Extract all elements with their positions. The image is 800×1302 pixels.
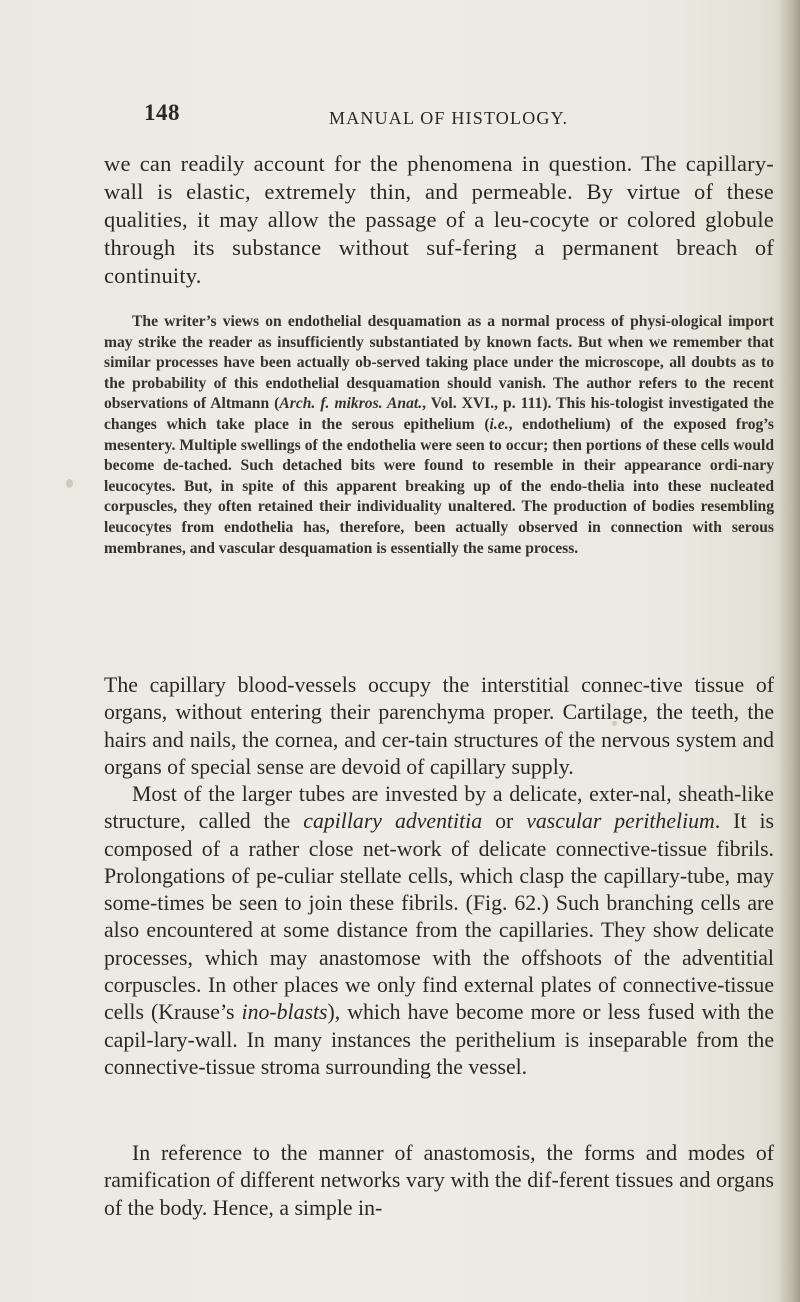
term-inoblasts: ino-blasts (241, 1000, 328, 1025)
page-speck (612, 721, 617, 726)
p3-text-a: Most of the larger tubes are invested by a delicate, exter-nal, sheath-like structure, called the (104, 782, 774, 834)
note-text-c: , endothelium) of the exposed frog’s mesentery. Multiple swellings of the endothelia were seen to occur; then portions of these cells would become de-tached. Such detached bits were found to resemble in their appearance ordi-nary leucocytes. But, in spite of this apparent breaking up of the endo-thelia into these nucleated corpuscles, they often retained their individuality unaltered. The production of bodies resembling leucocytes from endothelia has, therefore, been actually observed in connection with serous membranes, and vascular desquamation is essentially the same process. (104, 415, 774, 557)
note-ie: i.e. (489, 415, 509, 433)
page-speck (66, 479, 73, 488)
paragraph-2-text: The capillary blood-vessels occupy the interstitial connec-tive tissue of organs, without entering their parenchyma proper. Cartilage, the teeth, the hairs and nails, the cornea, and cer-tain structures of the nervous system and organs of special sense are devoid of capillary supply. (104, 673, 774, 779)
term-capillary-adventitia: capillary adventitia (303, 809, 483, 834)
footnote-paragraph (104, 312, 774, 559)
paragraph-3 (104, 781, 774, 1081)
page-header (104, 100, 754, 136)
paragraph-1: we can readily account for the phenomena in question. The capillary-wall is elastic, extremely thin, and permeable. By virtue of these qualities, it may allow the passage of a leu-cocyte or colored globule through its substance without suf-fering a permanent breach of continuity. (104, 151, 774, 288)
paragraph-2 (104, 672, 774, 781)
p3-text-b: or (482, 809, 527, 834)
p3-text-c: . It is composed of a rather close net-work of delicate connective-tissue fibrils. Prolongations of pe-culiar stellate cells, which clasp the capillary-tube, may some-times be seen to join these fibrils. (Fig. 62.) Such branching cells are also encountered at some distance from the capillaries. They show delicate processes, which may anastomose with the offshoots of the adventitial corpuscles. In other places we only find external plates of connective-tissue cells (Krause’s (104, 809, 775, 1025)
note-text-a: The writer’s views on endothelial desquamation as a normal process of physi-ological import may strike the reader as insufficiently substantiated by known facts. But when we remember that similar processes have been actually ob-served taking place under the microscope, all doubts as to the probability of this endothelial desquamation should vanish. The author refers to the recent observations of Altmann ( (104, 313, 774, 413)
running-head: MANUAL OF HISTOLOGY. (329, 108, 569, 128)
paragraph-4-text: In reference to the manner of anastomosis, the forms and modes of ramification of different networks vary with the dif-ferent tissues and organs of the body. Hence, a simple in- (104, 1141, 774, 1220)
note-text-b: , Vol. XVI., p. 111). This his-tologist investigated the changes which take place in the serous epithelium ( (104, 395, 774, 433)
paragraph-4 (104, 1140, 774, 1222)
page-edge-shadow (778, 0, 800, 1302)
note-citation: Arch. f. mikros. Anat. (279, 395, 423, 413)
term-vascular-perithelium: vascular perithelium (526, 809, 715, 834)
page-number: 148 (144, 100, 180, 125)
p3-text-d: ), which have become more or less fused with the capil-lary-wall. In many instances the perithelium is inseparable from the connective-tissue stroma surrounding the vessel. (104, 1000, 774, 1079)
